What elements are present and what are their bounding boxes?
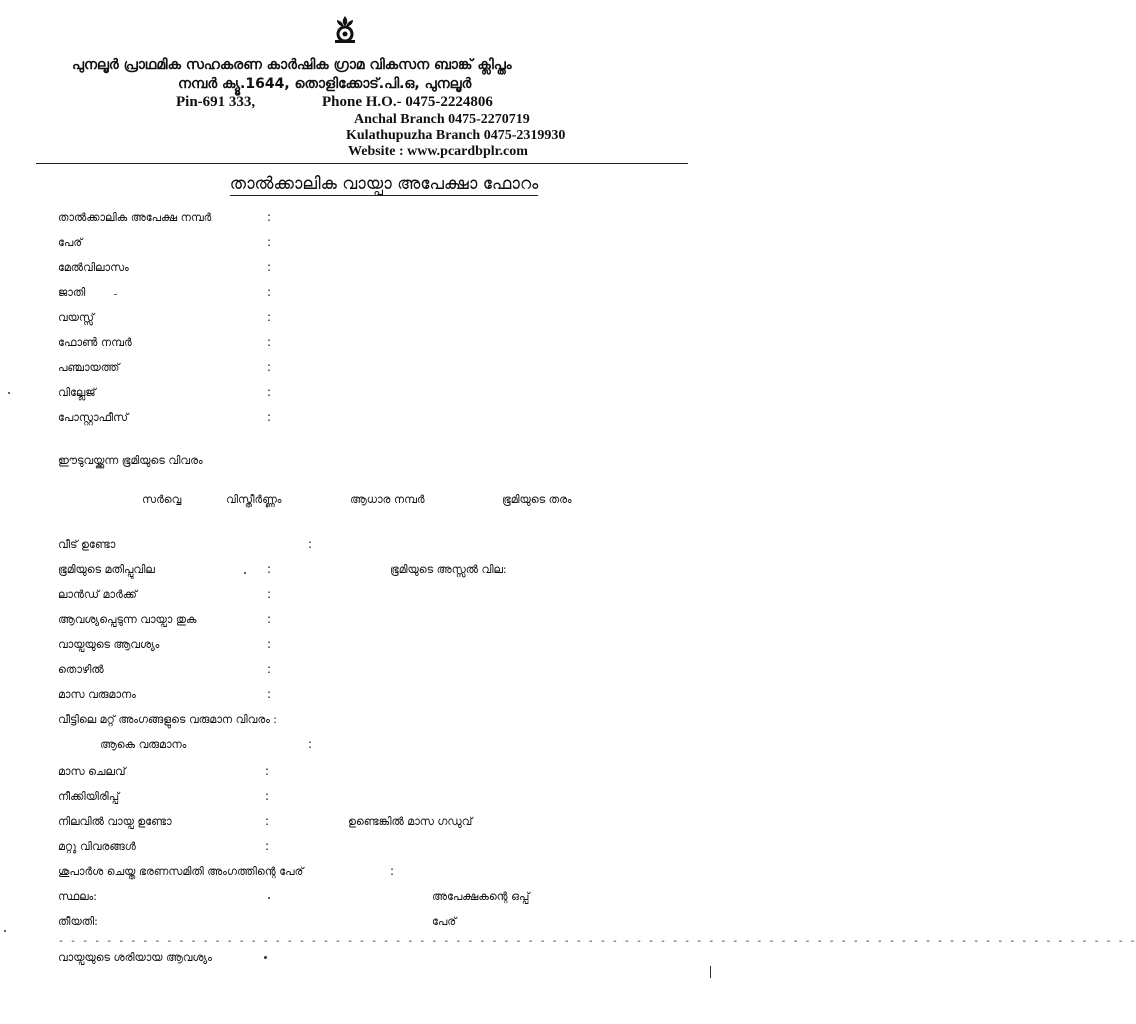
address-label: മേൽവിലാസം [58,261,129,274]
form-title: താൽക്കാലിക വായ്പാ അപേക്ഷാ ഫോറം [229,174,539,194]
occupation-colon: : [267,662,272,676]
total-income-label: ആകെ വരുമാനം [100,738,187,751]
signature-name-label: പേര് [432,915,457,928]
other-details-label: മറ്റു വിവരങ്ങൾ [58,840,136,853]
recommending-member-colon: : [390,864,395,878]
existing-loan-label: നിലവിൽ വായ്പ ഉണ്ടോ [58,815,172,828]
landmark-label: ലാൻഡ് മാർക്ക് [58,588,137,601]
scan-speck [268,897,270,899]
monthly-income-colon: : [267,687,272,701]
balance-colon: : [265,789,270,803]
monthly-installment-label: ഉണ്ടെങ്കിൽ മാസ ഗഡുവ് [348,815,473,828]
monthly-expense-colon: : [265,764,270,778]
land-type-column-header: ഭൂമിയുടെ തരം [502,493,572,506]
head-office-phone: Phone H.O.- 0475-2224806 [322,94,493,110]
phone-colon: : [267,335,272,349]
scan-speck [8,392,10,394]
date-label: തീയതി: [58,915,98,928]
address-colon: : [267,260,272,274]
total-income-colon: : [308,737,313,751]
existing-loan-colon: : [265,814,270,828]
recommending-member-label: ശുപാർശ ചെയ്ത ഭരണസമിതി അംഗത്തിന്റെ പേര് [58,865,304,878]
monthly-expense-label: മാസ ചെലവ് [58,765,126,778]
pin-code: Pin-691 333, [176,94,256,110]
bank-name: പുനലൂർ പ്രാഥമിക സഹകരണ കാർഷിക ഗ്രാമ വികസന ബാങ്ക് ക്ലിപ്തം [72,57,512,73]
separator-line: - - - - - - - - - - - - - - - - - - - - - - - - - - - - - - - - - - - - - - - - - - - - - - - - - - - - - - - - - - - - - - - - - - - - - - - - - - - - - - - - - - - - - - - - - - [58,936,1136,947]
caste-colon: : [267,285,272,299]
land-value-colon: : [267,562,272,576]
application-number-label: താൽക്കാലിക അപേക്ഷ നമ്പർ [58,211,212,224]
other-details-colon: : [265,839,270,853]
loan-amount-label: ആവശ്യപ്പെടുന്ന വായ്പാ തുക [58,613,197,626]
place-label: സ്ഥലം: [58,890,97,903]
house-label: വീട് ഉണ്ടോ [58,538,116,551]
balance-label: നീക്കിയിരിപ്പ് [58,790,120,803]
village-colon: : [267,385,272,399]
kulathupuzha-branch-phone: Kulathupuzha Branch 0475-2319930 [346,128,566,143]
land-value-label: ഭൂമിയുടെ മതിപ്പുവില [58,563,155,576]
post-office-label: പോസ്റ്റാഫീസ് [58,411,129,424]
actual-need-label: വായ്പയുടെ ശരിയായ ആവശ്യം [58,951,212,964]
name-colon: : [267,235,272,249]
landmark-colon: : [267,587,272,601]
caste-label: ജാതി [58,286,86,299]
occupation-label: തൊഴിൽ [58,663,104,676]
survey-column-header: സർവ്വെ [142,493,182,506]
header-divider [36,163,688,164]
scan-speck [710,966,711,978]
area-column-header: വിസ്തീർണ്ണം [226,493,282,506]
bank-address: നമ്പർ ക്യൂ.1644, തൊളിക്കോട്.പി.ഒ, പുനലൂർ [178,76,472,92]
house-colon: : [308,537,313,551]
panchayat-label: പഞ്ചായത്ത് [58,361,120,374]
loan-purpose-colon: : [267,637,272,651]
monthly-income-label: മാസ വരുമാനം [58,688,136,701]
loan-purpose-label: വായ്പയുടെ ആവശ്യം [58,638,160,651]
bank-website: Website : www.pcardbplr.com [348,144,528,159]
land-actual-value-label: ഭൂമിയുടെ അസ്സൽ വില: [390,563,507,576]
aadhaar-column-header: ആധാര നമ്പർ [350,493,425,506]
age-label: വയസ്സ് [58,311,94,324]
application-number-colon: : [267,210,272,224]
scan-speck [4,930,6,932]
anchal-branch-phone: Anchal Branch 0475-2270719 [354,112,530,127]
loan-amount-colon: : [267,612,272,626]
age-colon: : [267,310,272,324]
scan-speck [244,572,246,574]
scan-speck [114,294,117,295]
phone-label: ഫോൺ നമ്പർ [58,336,132,349]
village-label: വില്ലേജ് [58,386,96,399]
name-label: പേര് [58,236,83,249]
family-income-label: വീട്ടിലെ മറ്റ് അംഗങ്ങളുടെ വരുമാന വിവരം : [58,713,278,726]
panchayat-colon: : [267,360,272,374]
bank-emblem-icon [332,14,358,44]
applicant-signature-label: അപേക്ഷകന്റെ ഒപ്പ് [432,890,530,903]
post-office-colon: : [267,410,272,424]
pledged-land-heading: ഈടുവയ്ക്കുന്ന ഭൂമിയുടെ വിവരം [58,454,203,467]
scan-speck [264,956,267,959]
